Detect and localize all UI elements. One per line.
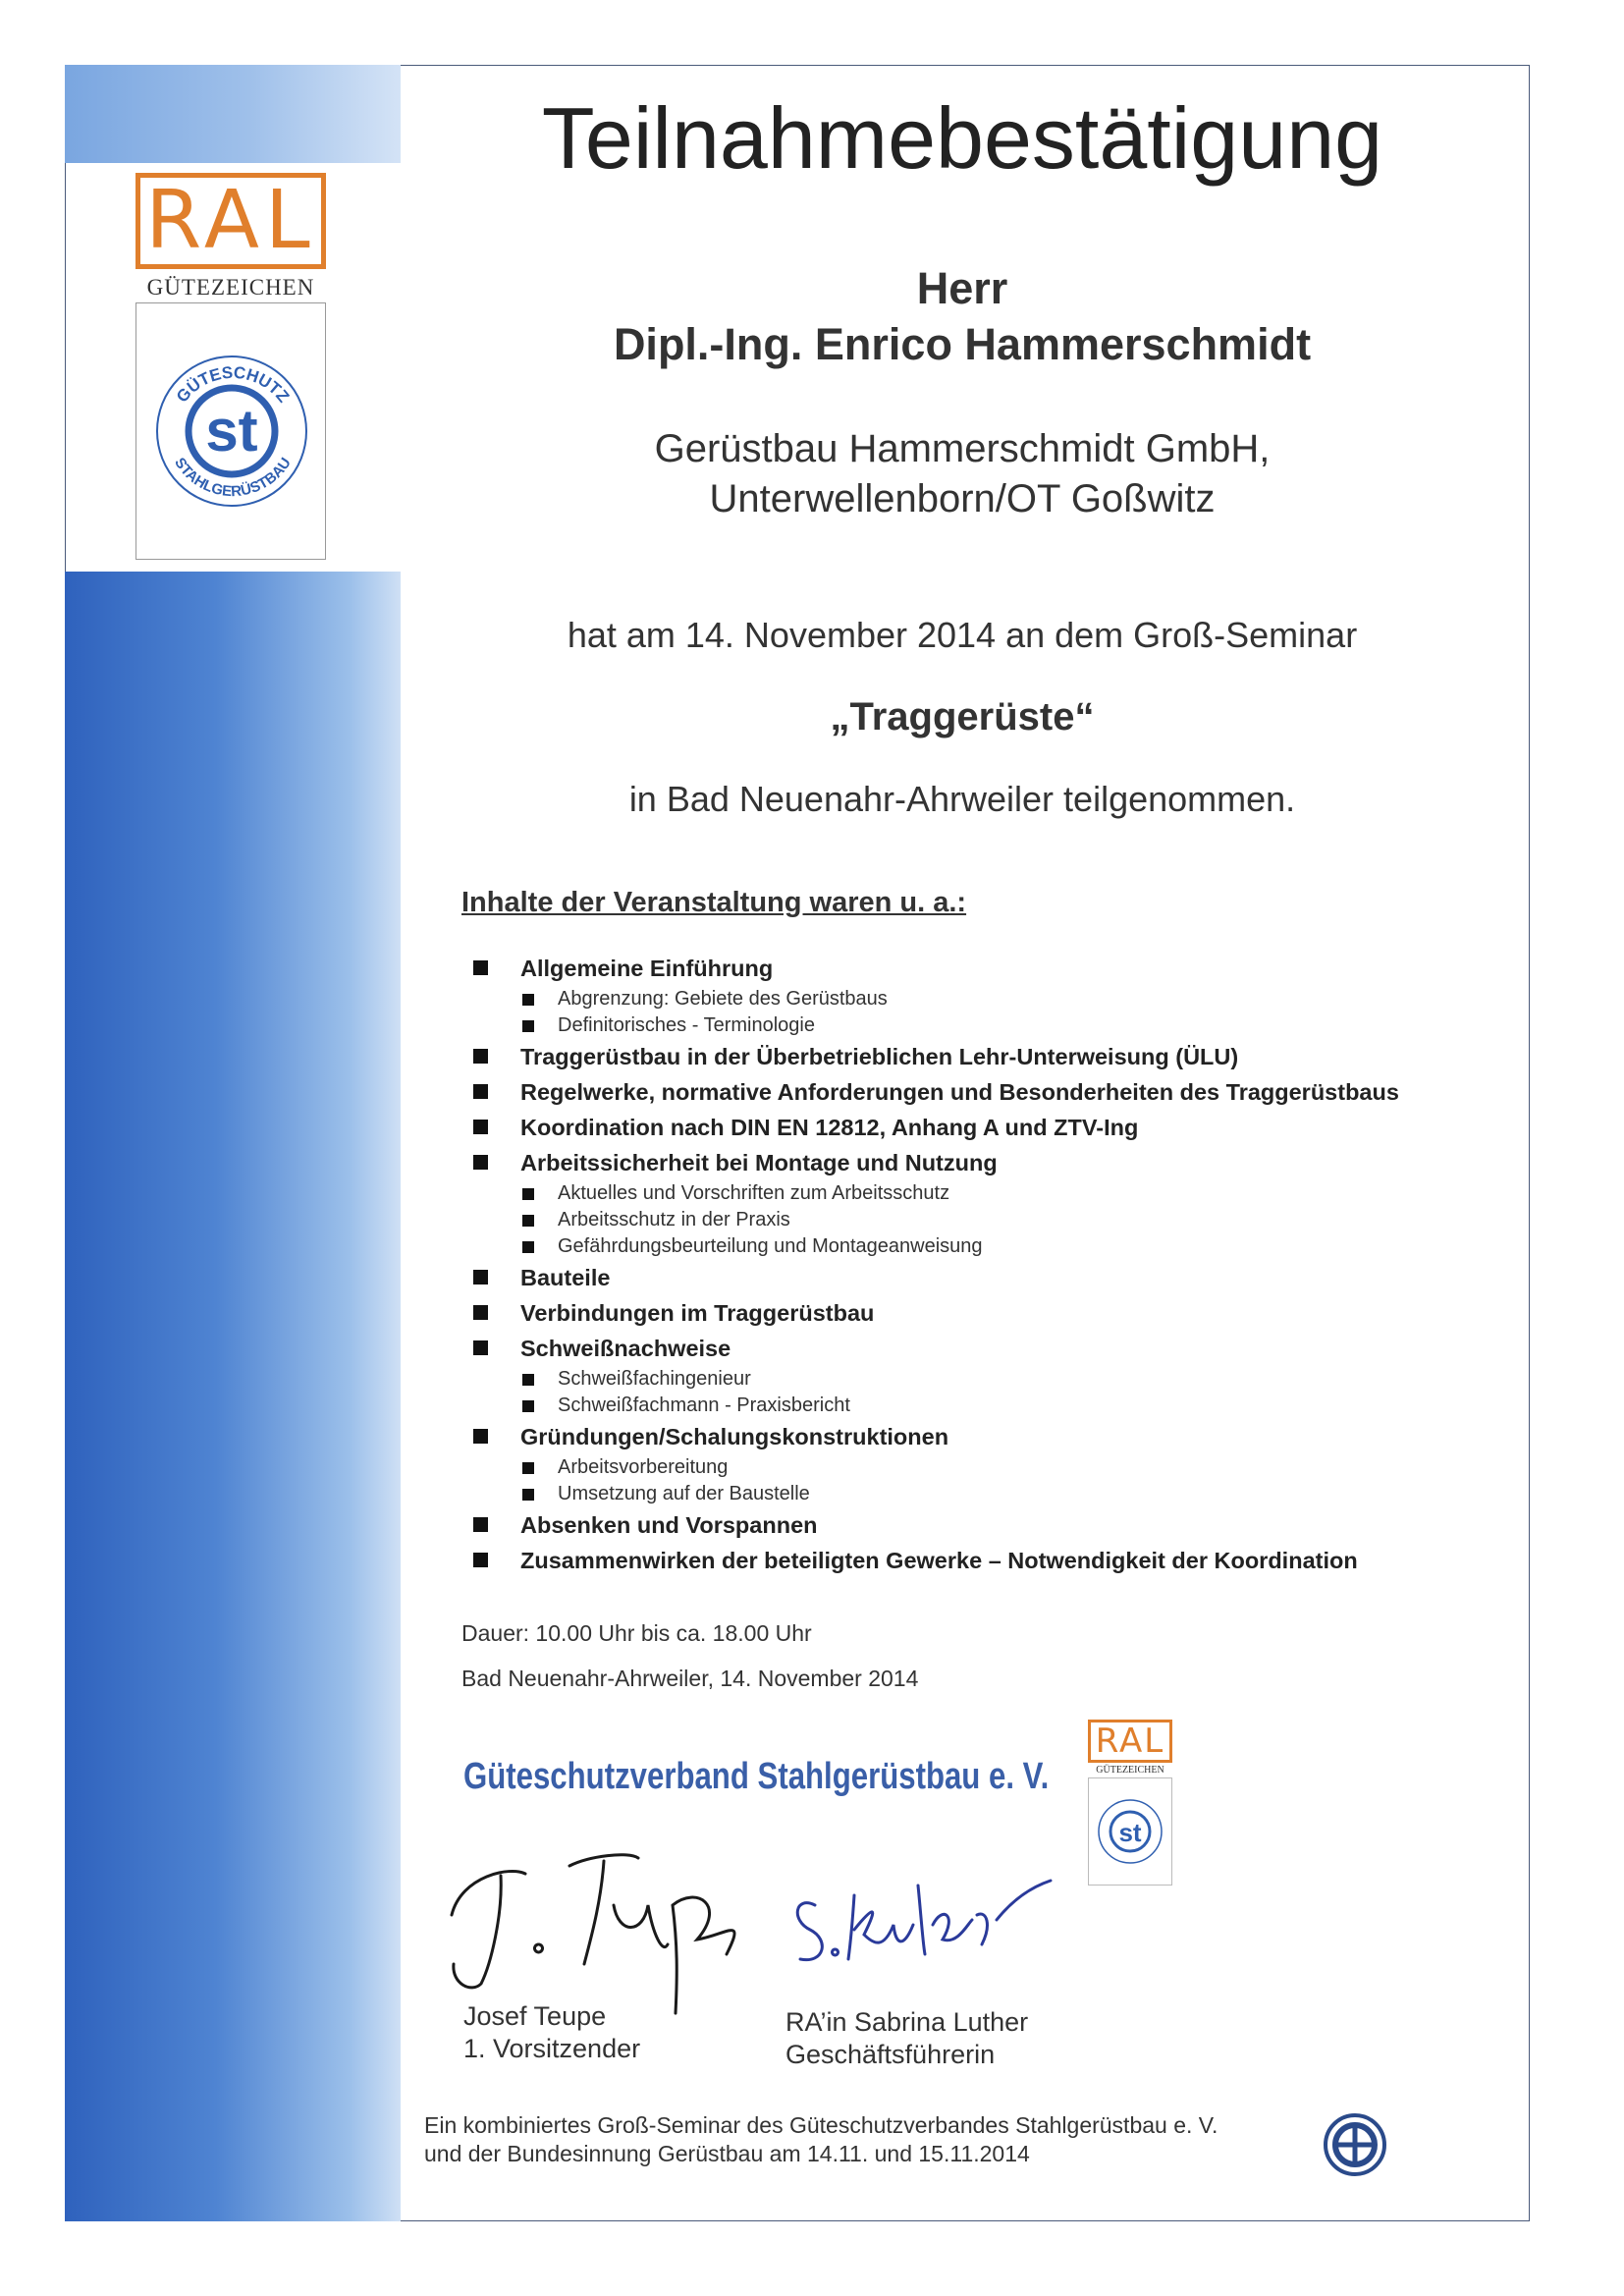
list-subitem: Definitorisches - Terminologie: [469, 1012, 1510, 1039]
certificate-title: Teilnahmebestätigung: [541, 89, 1383, 187]
ral-logo-small: RAL: [1088, 1720, 1172, 1763]
st-seal-top-text: GÜTESCHUTZ: [172, 362, 294, 407]
list-item: Allgemeine Einführung: [469, 951, 1510, 986]
list-item: Schweißnachweise: [469, 1331, 1510, 1366]
recipient-company: [403, 424, 1522, 524]
list-item: Zusammenwirken der beteiligten Gewerke – Notwendigkeit der Koordination: [469, 1543, 1510, 1578]
recipient-salutation: Herr: [916, 263, 1008, 313]
st-logo-box: [135, 302, 326, 560]
bundesinnung-logo-icon: [1322, 2111, 1388, 2178]
company-line-1: Gerüstbau Hammerschmidt GmbH,: [654, 427, 1271, 470]
ral-logo-small-subtitle: GÜTEZEICHEN: [1096, 1765, 1164, 1776]
list-subitem: Arbeitsvorbereitung: [469, 1454, 1510, 1481]
st-seal-small-icon: [1089, 1778, 1171, 1885]
signatory-2-name: RA’in Sabrina Luther: [785, 2007, 1029, 2037]
st-seal-small-mark: st: [1118, 1818, 1142, 1847]
list-item: Verbindungen im Traggerüstbau: [469, 1295, 1510, 1331]
signatory-2: [785, 2006, 1028, 2071]
list-subitem: Aktuelles und Vorschriften zum Arbeitsschutz: [469, 1180, 1510, 1207]
list-subitem: Schweißfachmann - Praxisbericht: [469, 1393, 1510, 1419]
recipient-name: Dipl.-Ing. Enrico Hammerschmidt: [613, 319, 1312, 369]
list-subitem: Schweißfachingenieur: [469, 1366, 1510, 1393]
list-subitem: Gefährdungsbeurteilung und Montageanweisung: [469, 1233, 1510, 1260]
st-seal-icon: [136, 303, 327, 561]
company-line-2: Unterwellenborn/OT Goßwitz: [709, 477, 1216, 521]
signatory-1-role: 1. Vorsitzender: [463, 2034, 641, 2063]
list-item: Gründungen/Schalungskonstruktionen: [469, 1419, 1510, 1454]
list-item: Bauteile: [469, 1260, 1510, 1295]
list-subitem: Umsetzung auf der Baustelle: [469, 1481, 1510, 1507]
list-subitem: Arbeitsschutz in der Praxis: [469, 1207, 1510, 1233]
statement-line-1: hat am 14. November 2014 an dem Groß-Seminar: [567, 615, 1358, 655]
list-item: Traggerüstbau in der Überbetrieblichen Lehr-Unterweisung (ÜLU): [469, 1039, 1510, 1074]
signatory-1-name: Josef Teupe: [463, 2001, 607, 2031]
list-item: Absenken und Vorspannen: [469, 1507, 1510, 1543]
ral-logo: RAL: [135, 173, 326, 269]
decorative-band-side: [65, 572, 401, 2221]
footer-line-2: und der Bundesinnung Gerüstbau am 14.11. und 15.11.2014: [424, 2141, 1030, 2166]
st-logo-small-box: [1088, 1777, 1172, 1886]
signatory-1: [463, 2000, 640, 2065]
event-duration: Dauer: 10.00 Uhr bis ca. 18.00 Uhr: [461, 1620, 812, 1646]
list-item: Arbeitssicherheit bei Montage und Nutzung: [469, 1145, 1510, 1180]
signatory-2-role: Geschäftsführerin: [785, 2040, 996, 2069]
st-seal-bottom-text: STAHLGERÜSTBAU: [171, 455, 295, 501]
signature-luther: [785, 1866, 1060, 1984]
st-seal-mark: st: [205, 398, 258, 464]
contents-list: [469, 951, 1510, 1578]
footer-note: [424, 2111, 1218, 2168]
list-item: Regelwerke, normative Anforderungen und Besonderheiten des Traggerüstbaus: [469, 1074, 1510, 1110]
statement-line-2: in Bad Neuenahr-Ahrweiler teilgenommen.: [628, 779, 1296, 819]
footer-line-1: Ein kombiniertes Groß-Seminar des Güteschutzverbandes Stahlgerüstbau e. V.: [424, 2112, 1218, 2138]
list-item: Koordination nach DIN EN 12812, Anhang A und ZTV-Ing: [469, 1110, 1510, 1145]
list-subitem: Abgrenzung: Gebiete des Gerüstbaus: [469, 986, 1510, 1012]
decorative-band-top: [65, 65, 401, 163]
seminar-title: „Traggerüste“: [830, 695, 1095, 738]
event-place-date: Bad Neuenahr-Ahrweiler, 14. November 2014: [461, 1666, 919, 1691]
contents-heading: Inhalte der Veranstaltung waren u. a.:: [461, 887, 967, 918]
organization-name: Güteschutzverband Stahlgerüstbau e. V.: [463, 1756, 1050, 1797]
ral-logo-subtitle: GÜTEZEICHEN: [146, 275, 315, 300]
